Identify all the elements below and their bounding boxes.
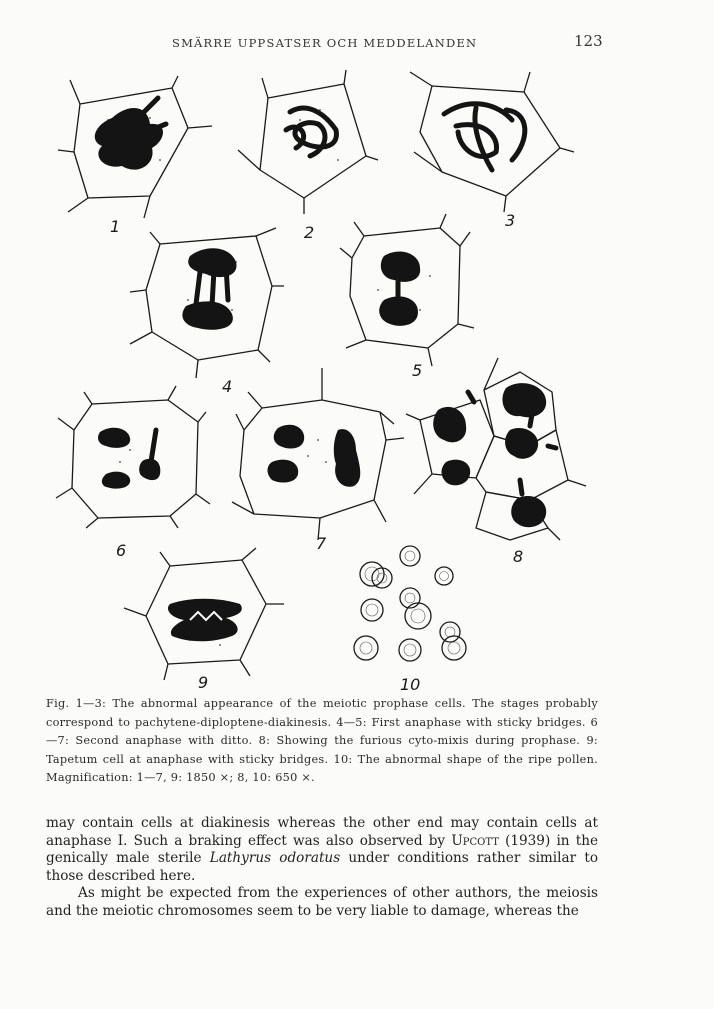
body-text — [46, 815, 598, 921]
figure-caption: Fig. 1—3: The abnormal appearance of the meiotic prophase cells. The stages probably correspond to pachytene-diploptene-diakinesis. 4—5: First anaphase with sticky bridges. 6—7: Second anaphase with ditto. 8: Showing the furious cyto-mixis during prophase. 9: Tapetum cell at anaphase with sticky bridges. 10: The abnormal shape of the ripe pollen. Magnification: 1—7, 9: 1850 ×; 8, 10: 650 ×. — [46, 697, 598, 784]
figure-panel-8 — [406, 358, 586, 566]
p1-text-b: (1939) in the genically male sterile — [46, 832, 598, 867]
panel-label-9: 9 — [198, 673, 209, 692]
figure-panel-2 — [238, 70, 378, 242]
figure-panel-6 — [56, 386, 210, 560]
panel-label-7: 7 — [316, 534, 327, 553]
panel-label-1: 1 — [110, 217, 121, 236]
p1-text-c: under conditions rather similar to those described here. — [46, 850, 598, 884]
figure-panel-3 — [410, 72, 574, 230]
panel-label-4: 4 — [222, 377, 233, 396]
panel-label-6: 6 — [116, 541, 127, 560]
page-number: 123 — [574, 32, 603, 50]
panel-label-3: 3 — [505, 211, 516, 230]
figure-panel-1 — [58, 76, 212, 236]
figure-panel-10 — [354, 546, 466, 694]
paragraph-1 — [46, 815, 598, 885]
stipple-dots — [107, 109, 431, 646]
running-head: SMÄRRE UPPSATSER OCH MEDDELANDEN — [172, 36, 478, 50]
author-upcott: Upcott — [451, 832, 499, 849]
figure-panel-5 — [340, 214, 474, 380]
panel-label-2: 2 — [304, 223, 315, 242]
panel-label-10: 10 — [400, 675, 421, 694]
figure-panel-4 — [130, 228, 284, 396]
paragraph-2: As might be expected from the experiences of other authors, the meiosis and the meiotic chromosomes seem to be very liable to damage, whereas the — [46, 885, 598, 919]
figure-panel-7 — [232, 368, 404, 553]
panel-label-5: 5 — [412, 361, 423, 380]
panel-label-8: 8 — [513, 547, 524, 566]
figure-panel-9 — [124, 548, 284, 692]
p1-text-a: may contain cells at diakinesis whereas the other end may contain cells at anaphase I. Such a braking effect was also observed by — [46, 815, 598, 849]
species-name: Lathyrus odoratus — [209, 850, 341, 867]
